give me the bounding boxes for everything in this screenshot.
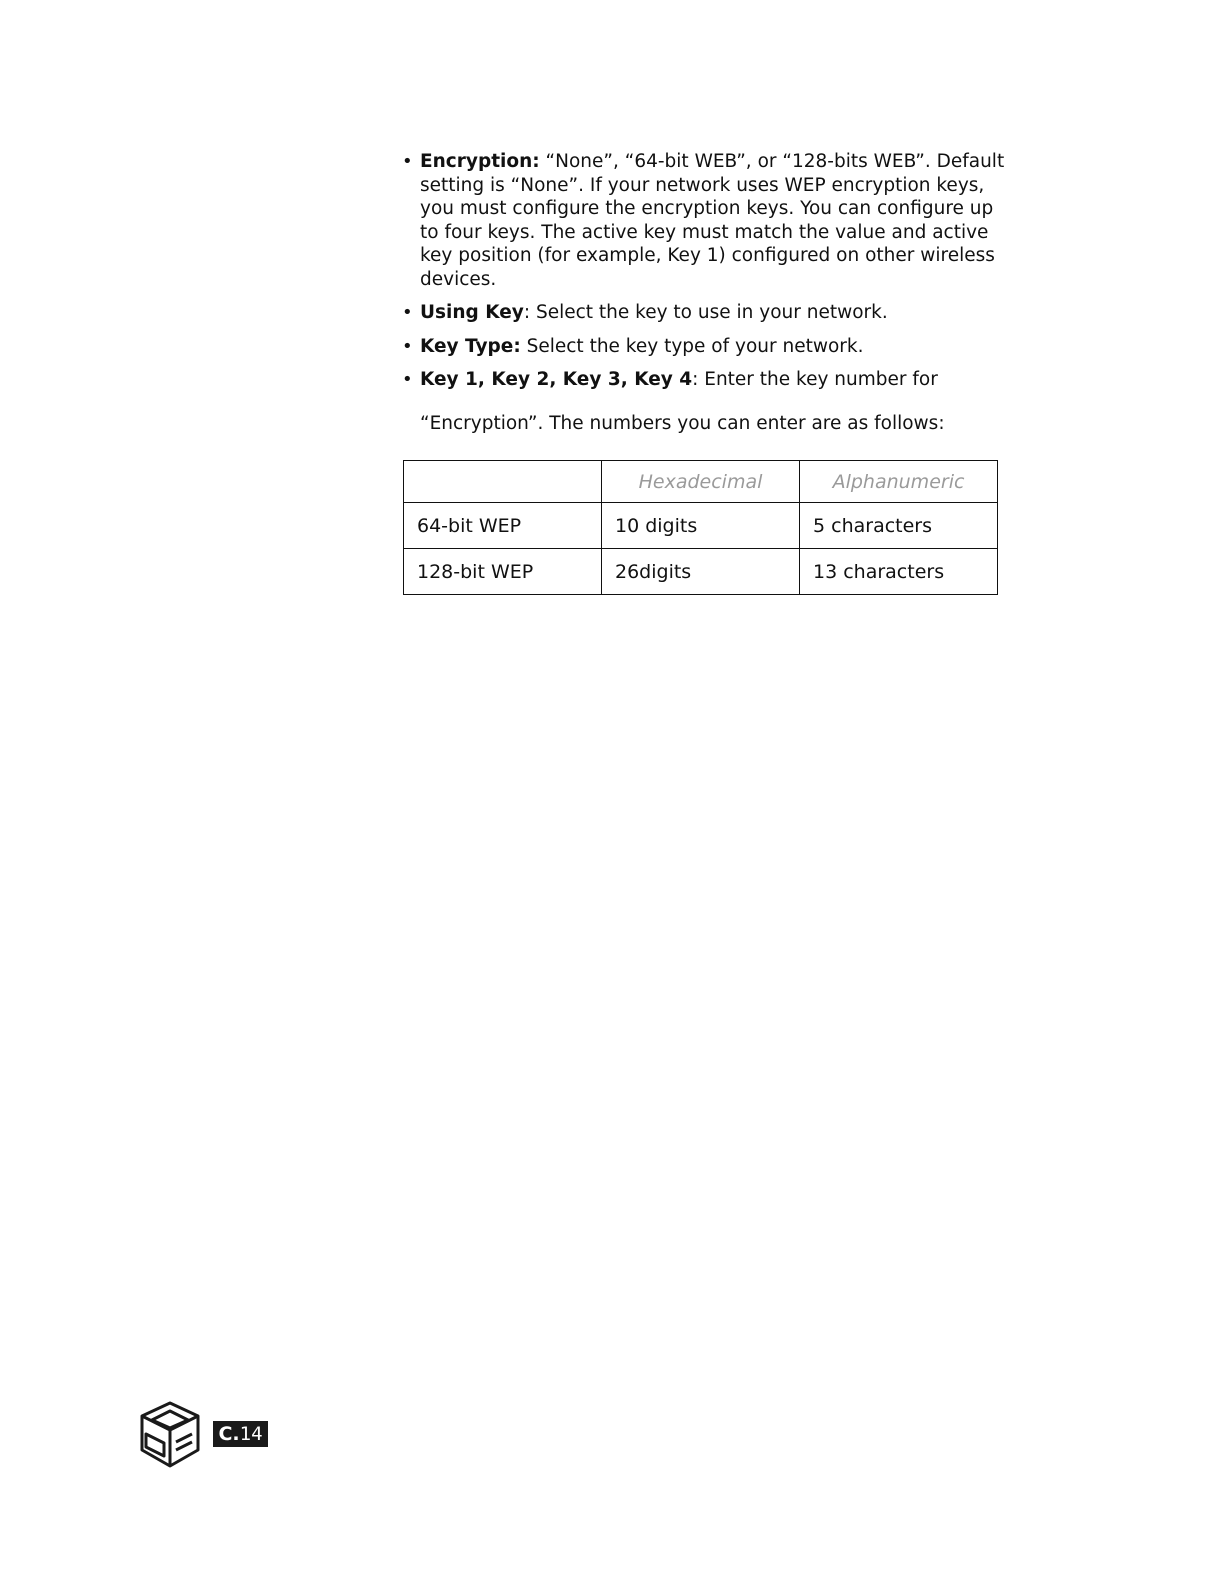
table-row [404, 503, 998, 549]
table-cell: 5 characters [800, 503, 998, 549]
table-cell: 13 characters [800, 549, 998, 595]
settings-bullet-list [400, 150, 1010, 392]
term-description: Select the key type of your network. [520, 335, 864, 357]
page-prefix: C. [218, 1423, 240, 1445]
term-description: : Select the key to use in your network. [523, 302, 888, 323]
bullet-keys [400, 368, 1010, 392]
table-cell: 10 digits [602, 503, 800, 549]
table-cell: 64-bit WEP [404, 503, 602, 549]
bullet-encryption [400, 150, 1010, 291]
table-cell: 26digits [602, 549, 800, 595]
manual-content [400, 150, 1010, 435]
table-header-row [404, 461, 998, 503]
key-length-table [403, 460, 998, 595]
term-label: Key Type: [420, 335, 521, 357]
header-cell-alphanumeric: Alphanumeric [800, 461, 998, 503]
term-label: Using Key [420, 302, 524, 323]
term-label: Encryption: [420, 151, 540, 172]
term-label: Key 1, Key 2, Key 3, Key 4 [420, 369, 693, 390]
printer-icon [132, 1398, 206, 1478]
header-cell-hexadecimal: Hexadecimal [602, 461, 800, 503]
term-description: : Enter the key number for [692, 369, 938, 390]
table-cell: 128-bit WEP [404, 549, 602, 595]
table-row [404, 549, 998, 595]
page-number: 14 [239, 1423, 263, 1445]
term-description: “None”, “64-bit WEB”, or “128-bits WEB”. Default setting is “None”. If your network uses WEP encryption keys, you must configure the encryption keys. You can configure up to four keys. The active key must match the value and active key position (for example, Key 1) configured on other wireless devices. [420, 151, 1005, 290]
bullet-key-type [400, 335, 1010, 359]
page-number-badge [213, 1421, 268, 1447]
header-cell-blank [404, 461, 602, 503]
bullet-using-key [400, 301, 1010, 325]
table-intro: “Encryption”. The numbers you can enter are as follows: [420, 412, 945, 434]
